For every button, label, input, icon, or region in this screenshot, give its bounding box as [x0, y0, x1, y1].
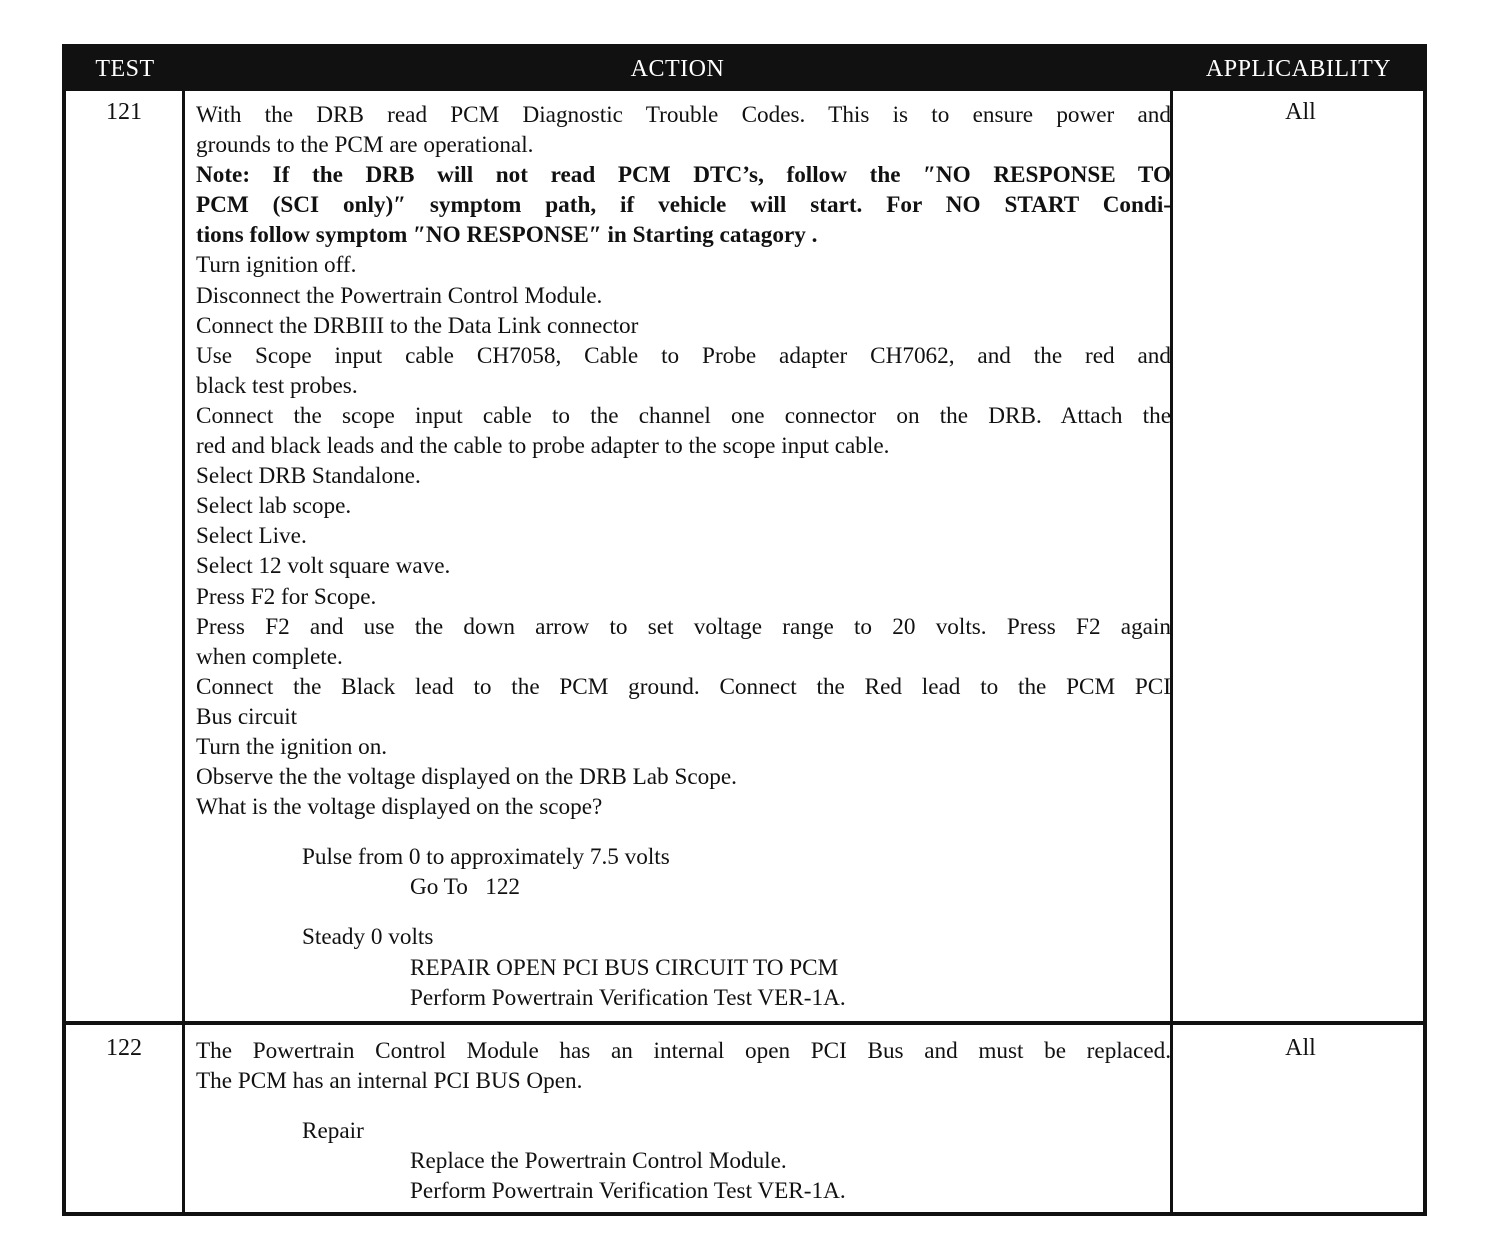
- action-line: when complete.: [196, 643, 343, 670]
- header-action: ACTION: [630, 56, 725, 82]
- action-line: Connect the scope input cable to the channel one connector on the DRB. Attach the: [196, 402, 1171, 429]
- header-test: TEST: [95, 56, 155, 82]
- action-line: Press F2 and use the down arrow to set voltage range to 20 volts. Press F2 again: [196, 613, 1171, 640]
- option-result: Perform Powertrain Verification Test VER-1A.: [410, 984, 846, 1011]
- action-line: Select 12 volt square wave.: [196, 553, 451, 580]
- note-line: Note: If the DRB will not read PCM DTC’s, follow the ″NO RESPONSE TO: [196, 162, 1171, 189]
- action-line: Turn ignition off.: [196, 252, 357, 279]
- spacer: [196, 902, 1171, 922]
- action-cell-122: [196, 1036, 1171, 1206]
- option-result: Perform Powertrain Verification Test VER-1A.: [410, 1178, 846, 1205]
- action-line: With the DRB read PCM Diagnostic Trouble Codes. This is to ensure power and: [196, 102, 1171, 128]
- note-line: PCM (SCI only)″ symptom path, if vehicle will start. For NO START Condi-: [196, 192, 1171, 219]
- action-line: Select Live.: [196, 523, 307, 550]
- note-line: tions follow symptom ″NO RESPONSE″ in Starting catagory .: [196, 222, 818, 249]
- diagnostic-table: [62, 44, 1427, 1216]
- action-line: grounds to the PCM are operational.: [196, 132, 534, 159]
- option-condition: Steady 0 volts: [302, 924, 434, 951]
- action-line: black test probes.: [196, 372, 358, 399]
- action-line: Press F2 for Scope.: [196, 583, 377, 610]
- action-line: Turn the ignition on.: [196, 733, 388, 760]
- table-header: [66, 48, 1423, 91]
- spacer: [196, 822, 1171, 842]
- column-divider: [182, 91, 185, 1216]
- header-applicability: APPLICABILITY: [1205, 56, 1392, 82]
- action-line: Disconnect the Powertrain Control Module.: [196, 282, 603, 309]
- action-line: red and black leads and the cable to probe adapter to the scope input cable.: [196, 433, 890, 460]
- action-line: The PCM has an internal PCI BUS Open.: [196, 1068, 583, 1095]
- test-number-121: 121: [106, 99, 142, 125]
- action-line: What is the voltage displayed on the scope?: [196, 794, 603, 821]
- option-condition: Pulse from 0 to approximately 7.5 volts: [302, 844, 670, 871]
- action-line: Connect the Black lead to the PCM ground. Connect the Red lead to the PCM PCI: [196, 673, 1171, 700]
- action-line: Observe the the voltage displayed on the DRB Lab Scope.: [196, 764, 737, 791]
- action-line: The Powertrain Control Module has an internal open PCI Bus and must be replaced.: [196, 1038, 1171, 1064]
- spacer: [196, 1096, 1171, 1116]
- option-result: Go To 122: [410, 874, 521, 901]
- action-line: Select lab scope.: [196, 493, 352, 520]
- applicability-121: All: [1285, 99, 1316, 125]
- action-cell-121: [196, 100, 1171, 1013]
- action-line: Bus circuit: [196, 703, 298, 730]
- row-divider: [66, 1021, 1423, 1025]
- applicability-122: All: [1285, 1035, 1316, 1061]
- action-line: Select DRB Standalone.: [196, 463, 421, 490]
- option-condition: Repair: [302, 1118, 364, 1145]
- action-line: Use Scope input cable CH7058, Cable to Probe adapter CH7062, and the red and: [196, 342, 1171, 369]
- test-number-122: 122: [106, 1035, 142, 1061]
- option-result: REPAIR OPEN PCI BUS CIRCUIT TO PCM: [410, 954, 839, 981]
- option-result: Replace the Powertrain Control Module.: [410, 1148, 787, 1175]
- action-line: Connect the DRBIII to the Data Link connector: [196, 312, 639, 339]
